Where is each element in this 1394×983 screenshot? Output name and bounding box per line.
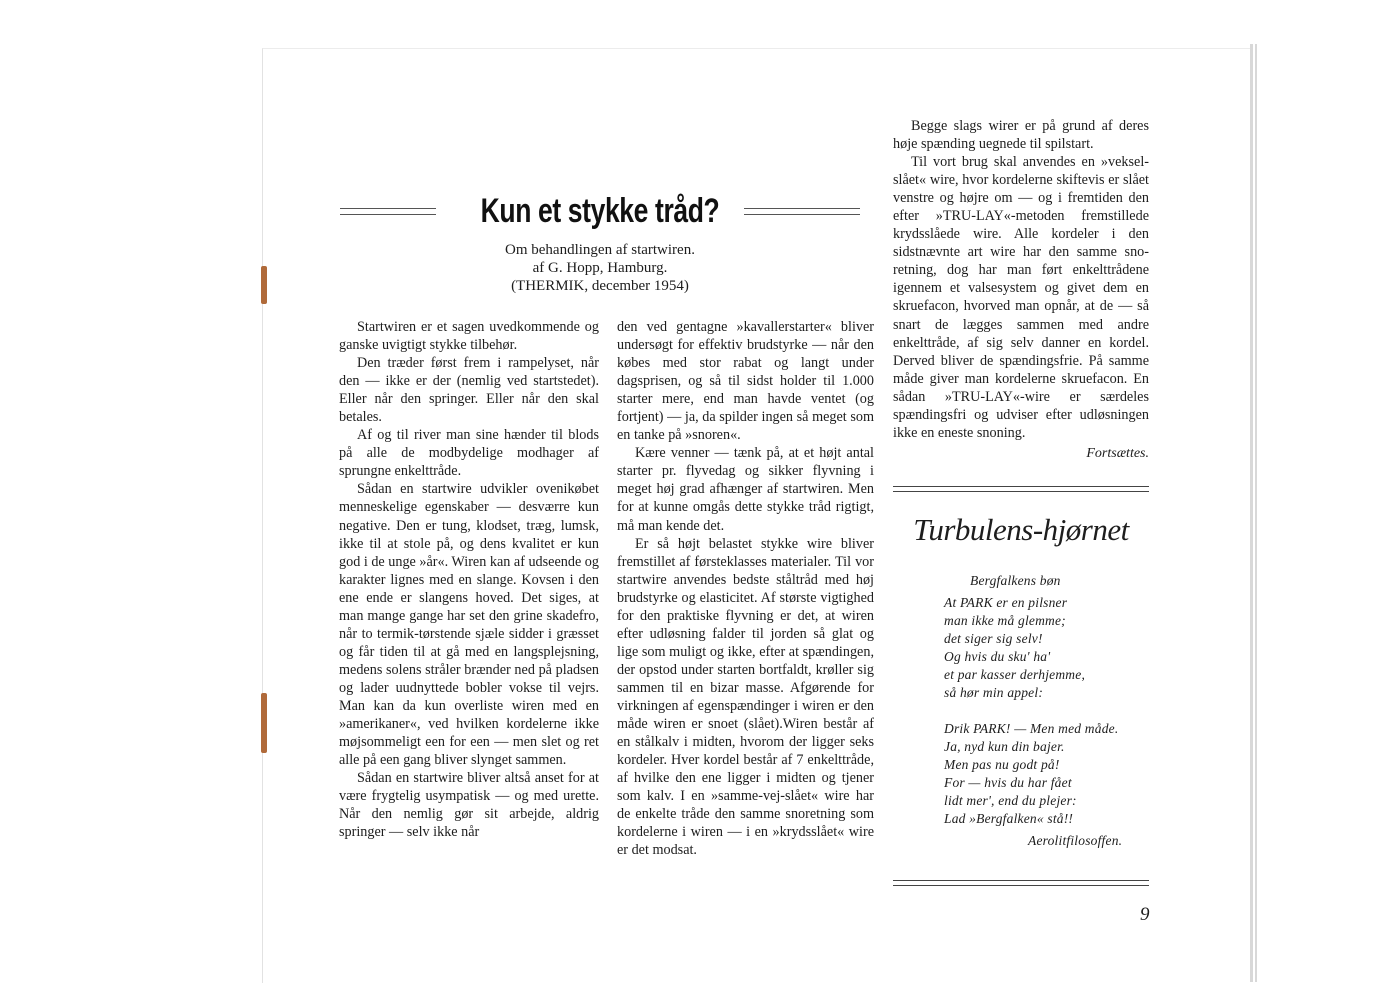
poem-line: et par kasser derhjemme, xyxy=(944,667,1086,682)
byline-line: (THERMIK, december 1954) xyxy=(511,278,689,294)
article-column-3 xyxy=(893,117,1149,463)
poem-line: man ikke må glemme; xyxy=(944,613,1066,628)
section-divider xyxy=(893,486,1149,492)
article-heading xyxy=(340,192,860,232)
poem-signature: Aerolitfilosoffen. xyxy=(1028,833,1123,848)
continued-note: Fortsættes. xyxy=(1086,445,1149,461)
staple-mark xyxy=(261,693,267,753)
paragraph: Den træder først frem i rampelyset, når den — ikke er der (nemlig ved startstedet). Eller når den springer. Eller når den skal betales. xyxy=(339,355,599,426)
page-edge xyxy=(1255,44,1257,982)
article-byline xyxy=(420,241,780,295)
poem-line: Lad »Bergfalken« stå!! xyxy=(944,811,1074,826)
poem-line: Og hvis du sku' ha' xyxy=(944,649,1051,664)
byline-line: Om behandlingen af startwiren. xyxy=(505,242,695,258)
poem-line: så hør min appel: xyxy=(944,685,1044,700)
section-divider xyxy=(893,880,1149,886)
paragraph: Startwiren er et sagen uvedkommende og ganske uvigtigt stykke tilbehør. xyxy=(339,319,599,354)
poem-line: For — hvis du har fået xyxy=(944,775,1072,790)
corner-title: Turbulens-hjørnet xyxy=(913,512,1129,547)
article-column-1 xyxy=(339,318,599,841)
article-column-2 xyxy=(617,318,874,859)
page-edge xyxy=(1250,44,1253,982)
byline-line: af G. Hopp, Hamburg. xyxy=(532,260,668,276)
poem-line: Drik PARK! — Men med måde. xyxy=(944,721,1119,736)
paragraph: Sådan en startwire bliver altså anset for at være frygtelig usympatisk — og med urette. Når den nemlig gør sit arbejde, aldrig springer — selv ikke når xyxy=(339,770,599,841)
paragraph: den ved gentagne »kavallerstarter« bliver undersøgt for effektiv brudstyrke — når den købes med stor rabat og langt under dagsprisen, og så til sidst holder til 1.000 starter mere, end man havde ventet (og fortjent) — ja, da spilder ingen så meget som en tanke på »snoren«. xyxy=(617,319,874,444)
paragraph: Til vort brug skal anvendes en »veksel-slået« wire, hvor kordelerne skiftevis er slået venstre og højre om — og i fremtiden den efter »TRU-LAY«-metoden fremstillede krydsslåede wire. Alle kordeler i den sidstnævnte art wire har den samme sno-retning, dog har man ført enkelttrådene igennem et valsesystem og givet dem en skruefacon, hvorved man opnår, at de — så snart de lægges sammen med andre enkelttråde, af sig selv danner en kordel. Derved bliver de spændingsfrie. På samme måde giver man kordelerne skruefacon. En sådan »TRU-LAY«-wire er særdeles spændingsfri og udviser efter udløsningen ikke en eneste snoning. xyxy=(893,154,1149,441)
poem-line: Men pas nu godt på! xyxy=(944,757,1060,772)
paragraph: Kære venner — tænk på, at et højt antal starter pr. flyvedag og sikker flyvning i meget høj grad afhænger af startwiren. Men for at kunne omgås dette stykke tråd rigtigt, må man kende det. xyxy=(617,445,874,534)
paragraph: Begge slags wirer er på grund af deres høje spænding uegnede til spilstart. xyxy=(893,118,1149,153)
poem-title: Bergfalkens bøn xyxy=(970,573,1061,588)
paragraph: Af og til river man sine hænder til blods på alle de modbydelige modhager af sprungne enkelttråde. xyxy=(339,427,599,480)
page-number: 9 xyxy=(1140,904,1150,925)
poem-line: lidt mer', end du plejer: xyxy=(944,793,1077,808)
article-title: Kun et stykke tråd? xyxy=(480,192,720,230)
paragraph: Er så højt belastet stykke wire bliver fremstillet af førsteklasses materialer. Til vor startwire anvendes bedste ståltråd med høj brudstyrke og elasticitet. Af største vigtighed for den praktiske flyvning er det, at wiren efter udløsning falder til jorden så glat og lige som muligt og ikke, efter at spændingen, der opstod under starten bortfaldt, krøller sig sammen til en bizar masse. Afgørende for virkningen af egenspændinger i wiren er den måde wiren er snoet (slået).Wiren består af en stålkalv i midten, hvorom der ligger seks kordeler. Hver kordel består af 7 enkelttråde, af hvilke den ene ligger i midten og tjener som kalv. I en »samme-vej-slået« wire har de enkelte tråde den samme snoretning som kordelerne i wiren — i en »krydsslået« wire er det modsat. xyxy=(617,535,874,859)
paragraph: Sådan en startwire udvikler ovenikøbet menneskelige egenskaber — desværre kun negative. Den er tung, klodset, træg, lumsk, ikke til at stole på, og dens kvalitet er kun god i de unge »år«. Wiren kan af udseende og karakter lignes med en slange. Kovsen i den ene ende er slangens hoved. Det siges, at man mange gange har set den grine skadefro, når to termik-tørstende sjæle sidder i græsset og får tiden til at gå med en langsplejsning, medens solens stråler brænder ned på pladsen og lader uudnyttede bobler vokse til vejrs. Man kan da kun overliste wiren med en »amerikaner«, ved hvilken kordelerne ikke møjsommeligt een for een — men slet og ret alle på een gang bliver slynget sammen. xyxy=(339,481,599,769)
poem xyxy=(944,572,1154,850)
poem-line: det siger sig selv! xyxy=(944,631,1043,646)
poem-line: Ja, nyd kun din bajer. xyxy=(944,739,1065,754)
staple-mark xyxy=(261,266,267,304)
poem-line: At PARK er en pilsner xyxy=(944,595,1068,610)
